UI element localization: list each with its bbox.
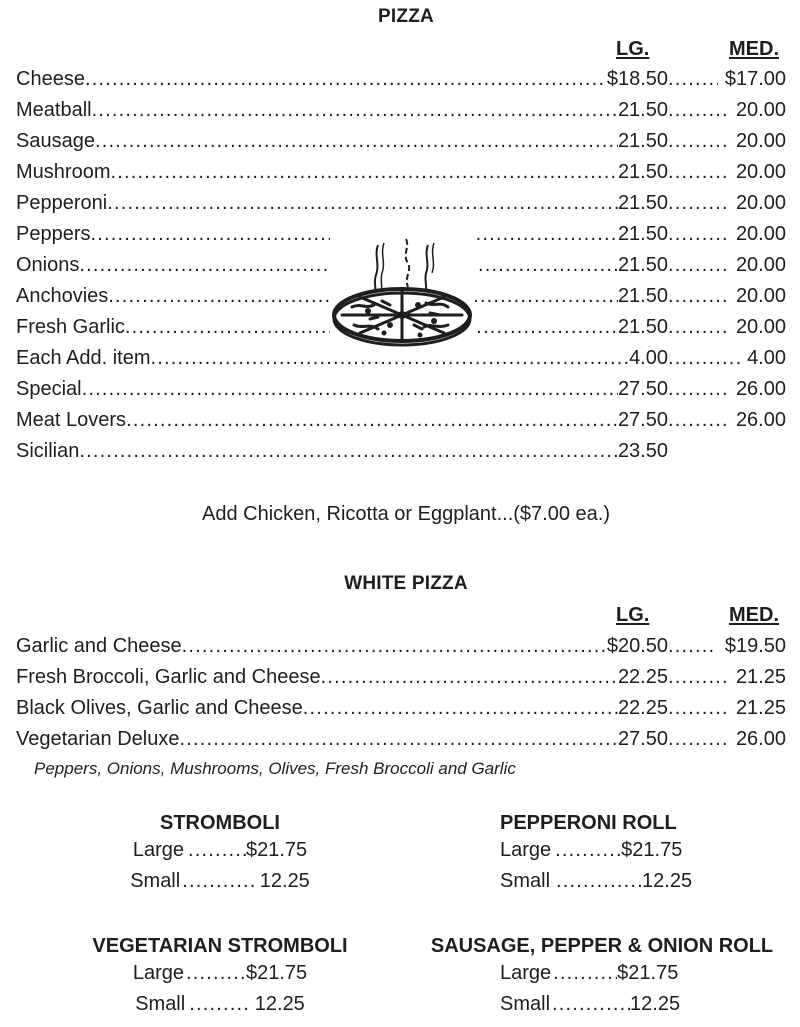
item-price-lg: 27.50 bbox=[617, 728, 668, 750]
item-price-med: 21.25 bbox=[735, 666, 786, 688]
item-price-lg: 21.50 bbox=[617, 99, 668, 121]
leader-dots bbox=[668, 632, 716, 660]
size-label: Large bbox=[132, 962, 184, 984]
leader-dots bbox=[82, 375, 618, 403]
item-name: Vegetarian Deluxe bbox=[16, 728, 180, 750]
box-row-small bbox=[130, 866, 310, 897]
leader-dots bbox=[95, 127, 618, 155]
item-price-lg: 21.50 bbox=[617, 161, 668, 183]
item-price-med: 20.00 bbox=[735, 254, 786, 276]
leader-dots bbox=[668, 189, 728, 217]
item-price-med: 20.00 bbox=[735, 192, 786, 214]
leader-dots bbox=[668, 725, 728, 753]
menu-item bbox=[16, 437, 786, 465]
leader-dots bbox=[110, 158, 617, 186]
leader-dots bbox=[553, 958, 617, 989]
item-name: Meat Lovers bbox=[16, 409, 127, 431]
leader-dots bbox=[668, 375, 728, 403]
leader-dots bbox=[79, 437, 618, 465]
item-price-lg: 22.25 bbox=[617, 697, 668, 719]
item-price-lg: 21.50 bbox=[617, 223, 668, 245]
menu-item bbox=[16, 65, 786, 93]
item-price-med: 26.00 bbox=[735, 728, 786, 750]
box-row-small bbox=[500, 866, 692, 897]
leader-dots bbox=[668, 158, 728, 186]
item-name: Anchovies bbox=[16, 285, 109, 307]
menu-item bbox=[16, 189, 786, 217]
size-price: $21.75 bbox=[245, 962, 308, 984]
sausage-pepper-onion-roll-box bbox=[402, 935, 800, 1020]
menu-item bbox=[16, 406, 786, 434]
item-price-med: 20.00 bbox=[735, 99, 786, 121]
white-pizza-section-title: WHITE PIZZA bbox=[344, 573, 468, 594]
pizza-section-title: PIZZA bbox=[378, 6, 434, 27]
leader-dots bbox=[303, 694, 618, 722]
leader-dots bbox=[668, 694, 728, 722]
item-price-med: 21.25 bbox=[735, 697, 786, 719]
leader-dots bbox=[552, 989, 630, 1020]
leader-dots bbox=[668, 96, 728, 124]
size-price: $21.75 bbox=[621, 839, 683, 861]
leader-dots bbox=[555, 835, 621, 866]
item-price-med: 20.00 bbox=[735, 285, 786, 307]
leader-dots bbox=[556, 866, 642, 897]
item-price-lg: 4.00 bbox=[629, 347, 668, 369]
size-label: Large bbox=[500, 962, 552, 984]
size-label: Small bbox=[135, 993, 186, 1015]
white-pizza-col-lg-header: LG. bbox=[616, 604, 650, 626]
item-price-lg: 22.25 bbox=[617, 666, 668, 688]
item-price-med: 20.00 bbox=[735, 130, 786, 152]
leader-dots bbox=[668, 127, 728, 155]
size-price: $21.75 bbox=[245, 839, 308, 861]
size-price: 12.25 bbox=[249, 993, 305, 1015]
item-price-med: 20.00 bbox=[735, 316, 786, 338]
pizza-col-lg-header: LG. bbox=[616, 38, 650, 60]
item-name: Special bbox=[16, 378, 82, 400]
pizza-illustration-icon bbox=[330, 233, 475, 353]
leader-dots bbox=[668, 220, 728, 248]
menu-item bbox=[16, 127, 786, 155]
box-title: SAUSAGE, PEPPER & ONION ROLL bbox=[430, 935, 774, 957]
item-price-lg: 21.50 bbox=[617, 192, 668, 214]
leader-dots bbox=[668, 344, 740, 372]
menu-item bbox=[16, 725, 786, 753]
stromboli-box bbox=[80, 812, 360, 897]
item-price-lg: 21.50 bbox=[617, 316, 668, 338]
vegetarian-stromboli-box bbox=[50, 935, 390, 1020]
size-price: 12.25 bbox=[254, 870, 310, 892]
item-price-med: 26.00 bbox=[735, 409, 786, 431]
leader-dots bbox=[321, 663, 618, 691]
box-title: VEGETARIAN STROMBOLI bbox=[92, 935, 348, 957]
white-pizza-col-med-header: MED. bbox=[729, 604, 779, 626]
menu-item bbox=[16, 158, 786, 186]
item-price-med: 20.00 bbox=[735, 223, 786, 245]
size-label: Small bbox=[500, 993, 551, 1015]
menu-item bbox=[16, 96, 786, 124]
leader-dots bbox=[182, 632, 607, 660]
leader-dots bbox=[668, 406, 728, 434]
item-price-lg: 27.50 bbox=[617, 378, 668, 400]
box-title: PEPPERONI ROLL bbox=[500, 812, 677, 834]
leader-dots bbox=[92, 96, 618, 124]
item-name: Onions bbox=[16, 254, 80, 276]
size-label: Large bbox=[500, 839, 552, 861]
item-name: Each Add. item bbox=[16, 347, 151, 369]
item-price-lg: 21.50 bbox=[617, 130, 668, 152]
item-name: Fresh Broccoli, Garlic and Cheese bbox=[16, 666, 321, 688]
leader-dots bbox=[189, 989, 249, 1020]
item-name: Cheese bbox=[16, 68, 85, 90]
item-name: Sicilian bbox=[16, 440, 80, 462]
leader-dots bbox=[188, 835, 246, 866]
box-title: STROMBOLI bbox=[160, 812, 280, 834]
size-price: 12.25 bbox=[630, 993, 681, 1015]
menu-item bbox=[16, 694, 786, 722]
item-price-med: 4.00 bbox=[747, 347, 786, 369]
size-label: Small bbox=[130, 870, 181, 892]
leader-dots bbox=[182, 866, 254, 897]
item-name: Mushroom bbox=[16, 161, 111, 183]
size-price: $21.75 bbox=[617, 962, 679, 984]
item-name: Black Olives, Garlic and Cheese bbox=[16, 697, 303, 719]
leader-dots bbox=[668, 251, 728, 279]
item-name: Pepperoni bbox=[16, 192, 108, 214]
menu-item bbox=[16, 663, 786, 691]
item-price-lg: 27.50 bbox=[617, 409, 668, 431]
item-price-lg: $20.50 bbox=[606, 635, 668, 657]
box-row-large bbox=[500, 835, 682, 866]
item-price-lg: 21.50 bbox=[617, 285, 668, 307]
box-row-large bbox=[500, 958, 678, 989]
box-row-large bbox=[133, 835, 307, 866]
item-price-lg: $18.50 bbox=[606, 68, 668, 90]
item-name: Garlic and Cheese bbox=[16, 635, 182, 657]
item-name: Peppers bbox=[16, 223, 91, 245]
item-price-med: $19.50 bbox=[724, 635, 786, 657]
box-row-small bbox=[135, 989, 305, 1020]
item-price-lg: 23.50 bbox=[617, 440, 668, 462]
leader-dots bbox=[179, 725, 617, 753]
pepperoni-roll-box bbox=[500, 812, 710, 897]
leader-dots bbox=[668, 313, 728, 341]
item-price-med: 26.00 bbox=[735, 378, 786, 400]
leader-dots bbox=[668, 663, 728, 691]
item-name: Fresh Garlic bbox=[16, 316, 125, 338]
leader-dots bbox=[668, 282, 728, 310]
size-price: 12.25 bbox=[642, 870, 693, 892]
menu-item bbox=[16, 632, 786, 660]
menu-item bbox=[16, 375, 786, 403]
box-row-small bbox=[500, 989, 680, 1020]
size-label: Small bbox=[500, 870, 551, 892]
vegetarian-deluxe-toppings: Peppers, Onions, Mushrooms, Olives, Fresh Broccoli and Garlic bbox=[34, 759, 516, 778]
add-toppings-note: Add Chicken, Ricotta or Eggplant...($7.00 ea.) bbox=[201, 503, 610, 525]
leader-dots bbox=[126, 406, 618, 434]
item-price-med: $17.00 bbox=[724, 68, 786, 90]
item-price-med: 20.00 bbox=[735, 161, 786, 183]
size-label: Large bbox=[132, 839, 184, 861]
pizza-col-med-header: MED. bbox=[729, 38, 779, 60]
item-name: Meatball bbox=[16, 99, 92, 121]
leader-dots bbox=[668, 65, 718, 93]
leader-dots bbox=[107, 189, 618, 217]
box-row-large bbox=[133, 958, 307, 989]
item-price-lg: 21.50 bbox=[617, 254, 668, 276]
item-name: Sausage bbox=[16, 130, 95, 152]
leader-dots bbox=[85, 65, 607, 93]
leader-dots bbox=[186, 958, 246, 989]
